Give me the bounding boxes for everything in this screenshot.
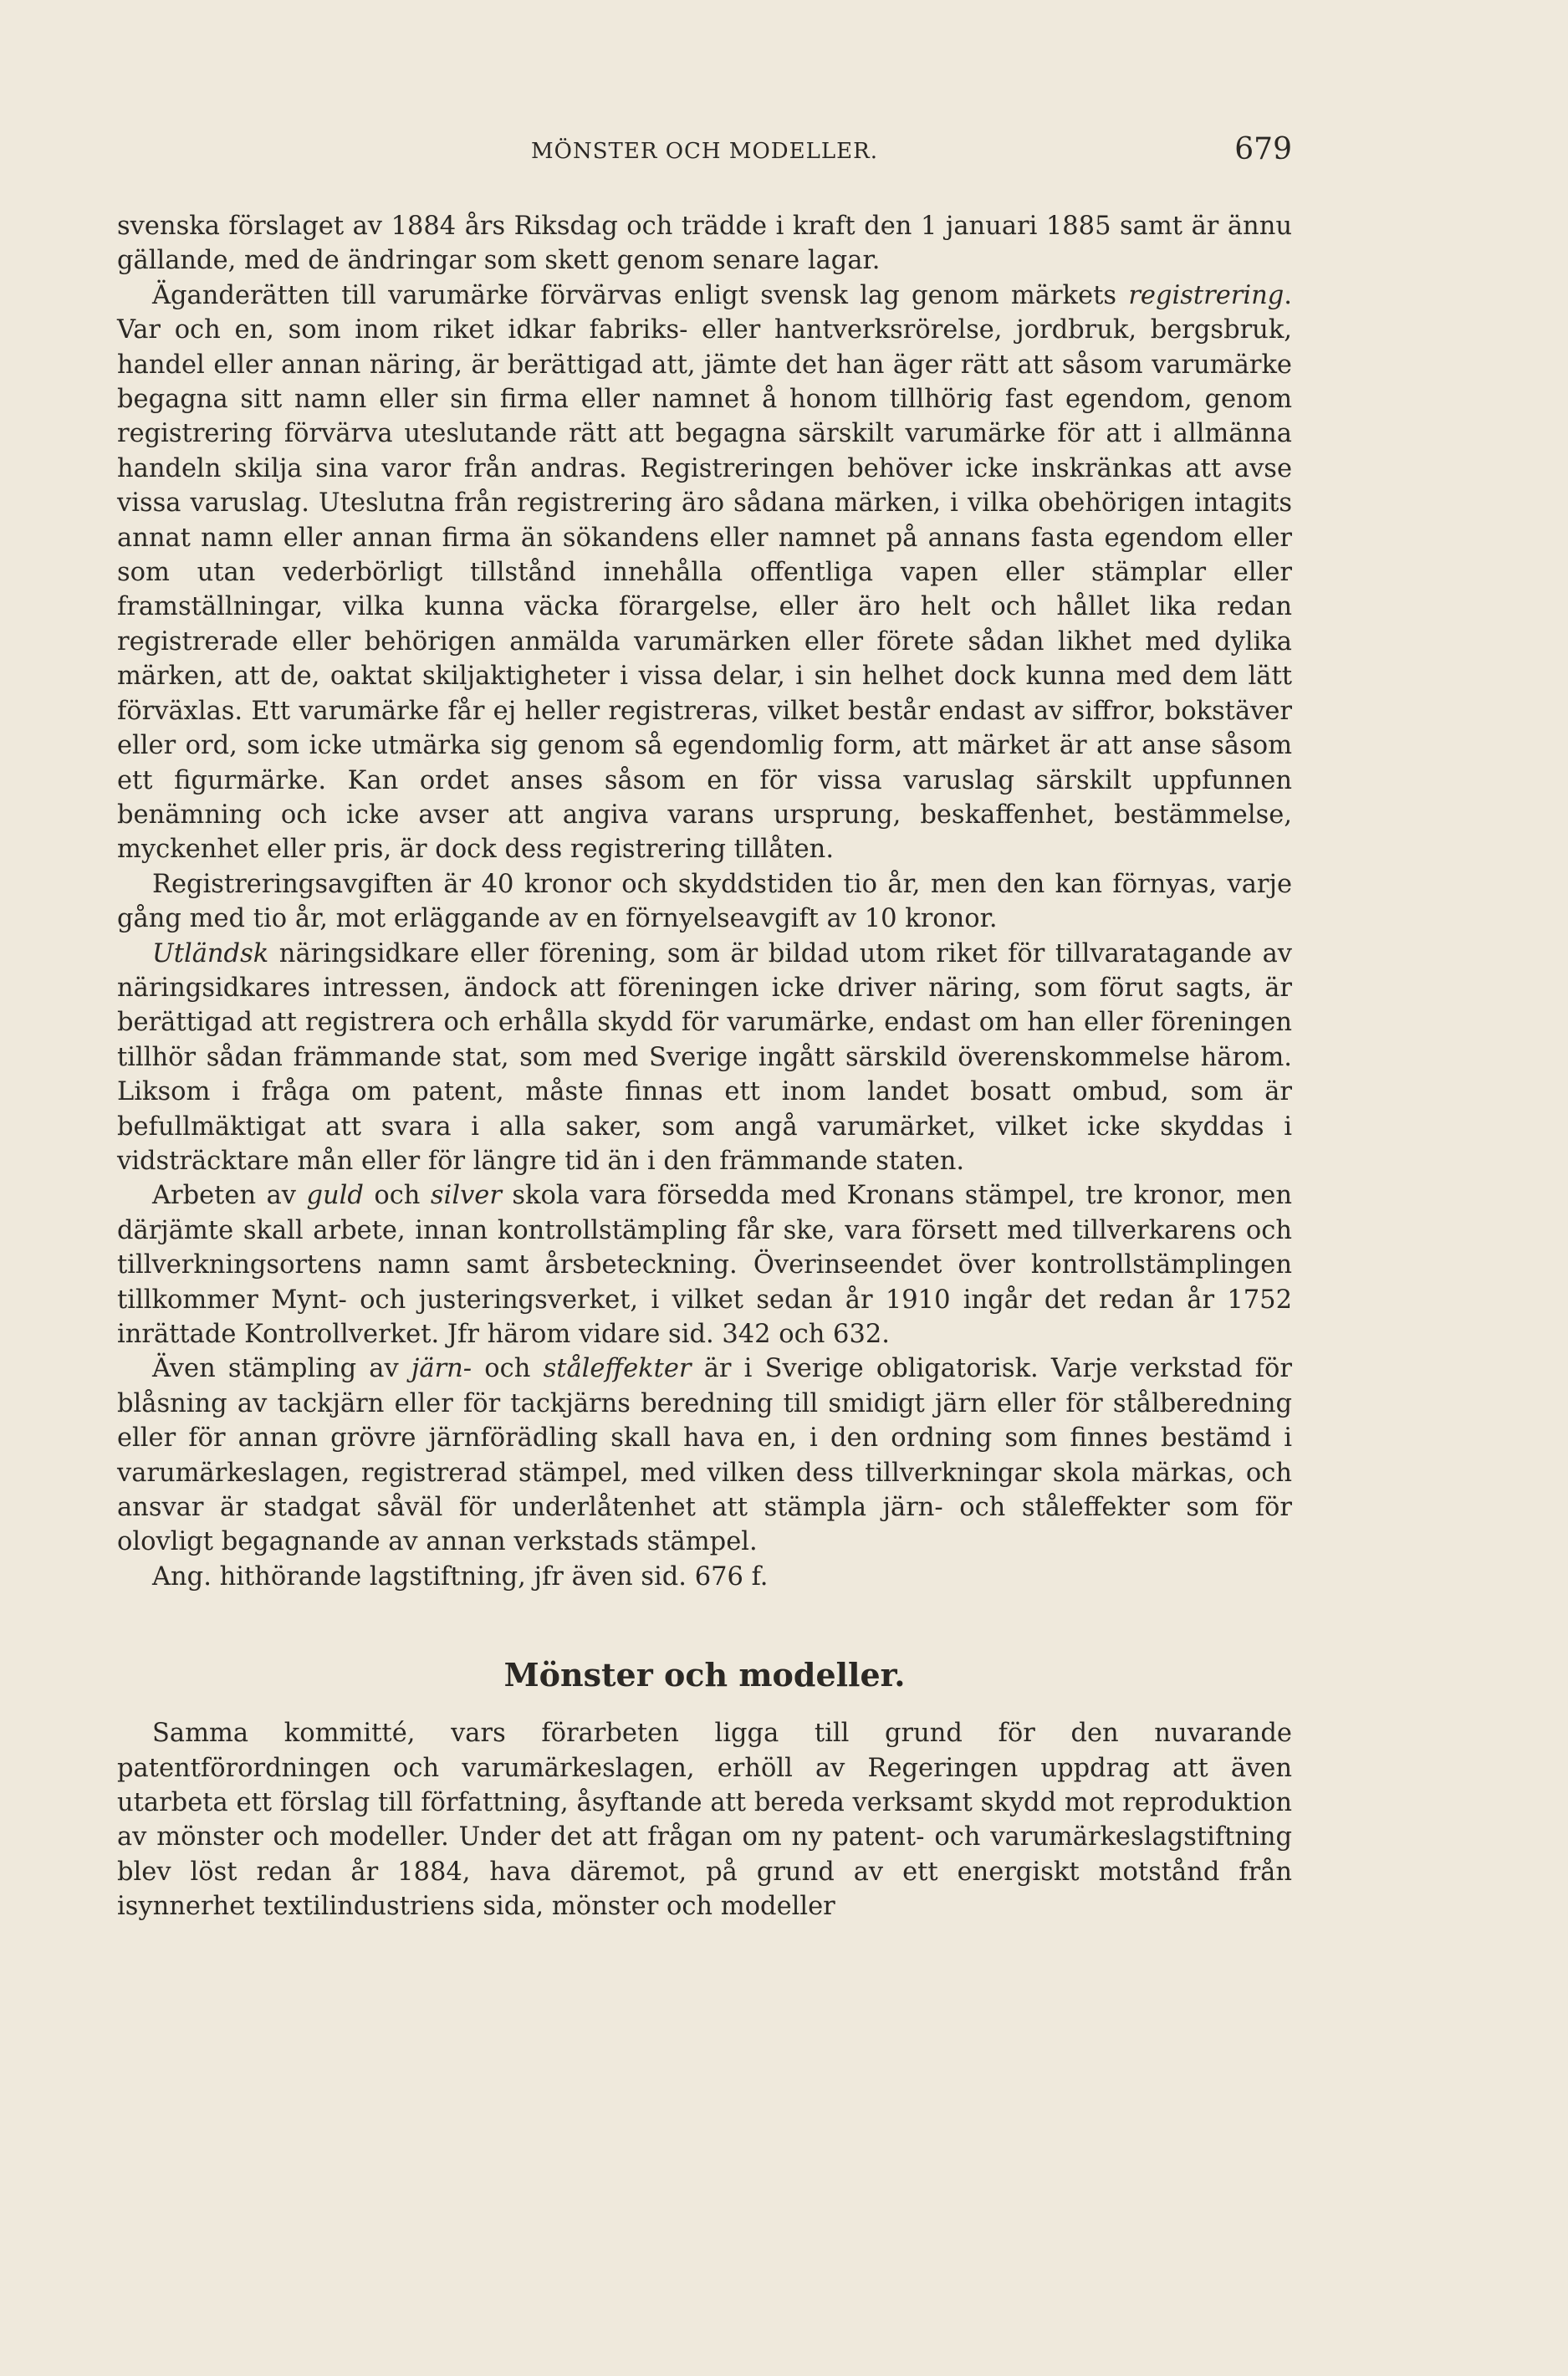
running-title: MÖNSTER OCH MODELLER. bbox=[531, 139, 878, 164]
running-header bbox=[117, 132, 1292, 179]
paragraph-5 bbox=[117, 1178, 1292, 1352]
paragraph-1 bbox=[117, 209, 1292, 278]
paragraph-5-text-b: och bbox=[363, 1181, 431, 1211]
paragraph-1-text: svenska förslaget av 1884 års Riksdag och trädde i kraft den 1 januari 1885 samt är ännu gällande, med de ändringar som skett genom senare lagar. bbox=[117, 212, 1292, 276]
paragraph-6-emphasis-steel: ståleffekter bbox=[543, 1354, 692, 1384]
paragraph-2-text-a: Äganderätten till varumärke förvärvas enligt svensk lag genom märkets bbox=[152, 280, 1129, 310]
paragraph-5-text-c: skola vara försedda med Kronans stämpel, tre kronor, men därjämte skall arbete, innan kontrollstämpling får ske, vara försett med tillverkarens och tillverkningsortens namn samt årsbeteckning. Överinseendet över kontrollstämplingen tillkommer Mynt- och justeringsverket, i vilket sedan år 1910 ingår det redan år 1752 inrättade Kontrollverket. Jfr härom vidare sid. 342 och 632. bbox=[117, 1181, 1293, 1349]
paragraph-2 bbox=[117, 278, 1292, 867]
paragraph-6-text-b: och bbox=[472, 1354, 544, 1384]
paragraph-6 bbox=[117, 1352, 1292, 1559]
paragraph-4 bbox=[117, 937, 1292, 1179]
paragraph-7-text: Ang. hithörande lagstiftning, jfr även sid. 676 f. bbox=[152, 1561, 769, 1592]
paragraph-6-text-c: är i Sverige obligatorisk. Varje verkstad för blåsning av tackjärn eller för tackjärns beredning till smidigt järn eller för stålberedning eller för annan grövre järnförädling skall hava en, i den ordning som finnes bestämd i varumärkeslagen, registrerad stämpel, med vilken dess tillverkningar skola märkas, och ansvar är stadgat såväl för underlåtenhet att stämpla järn- och ståleffekter som för olovligt begagnande av annan verkstads stämpel. bbox=[117, 1354, 1292, 1557]
paragraph-6-emphasis-iron: järn- bbox=[411, 1354, 472, 1384]
paragraph-5-text-a: Arbeten av bbox=[152, 1181, 307, 1211]
paragraph-2-text-b: . Var och en, som inom riket idkar fabriks- eller hantverksrörelse, jordbruk, bergsbruk, handel eller annan näring, är berättigad att, jämte det han äger rätt att såsom varumärke begagna sitt namn eller sin firma eller namnet å honom tillhörig fast egendom, genom registrering förvärva uteslutande rätt att begagna särskilt varumärke för att i allmänna handeln skilja sina varor från andras. Registreringen behöver icke inskränkas att avse vissa varuslag. Uteslutna från registrering äro sådana märken, i vilka obehörigen intagits annat namn eller annan firma än sökandens eller namnet på annans fasta egendom eller som utan vederbörligt tillstånd innehålla offentliga vapen eller stämplar eller framställningar, vilka kunna väcka förargelse, eller äro helt och hållet lika redan registrerade eller behörigen anmälda varumärken eller förete sådan likhet med dylika märken, att de, oaktat skiljaktigheter i vissa delar, i sin helhet dock kunna med dem lätt förväxlas. Ett varumärke får ej heller registreras, vilket består endast av siffror, bokstäver eller ord, som icke utmärka sig genom så egendomlig form, att märket är att anse såsom ett figurmärke. Kan ordet anses såsom en för vissa varuslag särskilt uppfunnen benämning och icke avser att angiva varans ursprung, beskaffenhet, bestämmelse, myckenhet eller pris, är dock dess registrering tillåten. bbox=[117, 280, 1292, 865]
text-column bbox=[117, 132, 1292, 1924]
paragraph-8 bbox=[117, 1716, 1292, 1924]
page-number: 679 bbox=[1234, 132, 1292, 166]
paragraph-5-emphasis-gold: guld bbox=[306, 1181, 364, 1211]
paragraph-7 bbox=[117, 1560, 1292, 1594]
section-heading: Mönster och modeller. bbox=[503, 1656, 906, 1694]
paragraph-4-emphasis: Utländsk bbox=[152, 938, 269, 968]
paragraph-3 bbox=[117, 867, 1292, 937]
paragraph-6-text-a: Även stämpling av bbox=[152, 1354, 411, 1384]
paragraph-5-emphasis-silver: silver bbox=[430, 1181, 502, 1211]
paragraph-4-text: näringsidkare eller förening, som är bildad utom riket för tillvaratagande av näringsidkares intressen, ändock att föreningen icke driver näring, som förut sagts, är berättigad att registrera och erhålla skydd för varumärke, endast om han eller föreningen tillhör sådan främmande stat, som med Sverige ingått särskild överenskommelse härom. Liksom i fråga om patent, måste finnas ett inom landet bosatt ombud, som är befullmäktigat att svara i alla saker, som angå varumärket, vilket icke skyddas i vidsträcktare mån eller för längre tid än i den främmande staten. bbox=[117, 938, 1292, 1176]
paragraph-2-emphasis: registrering bbox=[1128, 280, 1285, 310]
paragraph-8-text: Samma kommitté, vars förarbeten ligga till grund för den nuvarande patentförordningen och varumärkeslagen, erhöll av Regeringen uppdrag att även utarbeta ett förslag till författning, åsyftande att bereda verksamt skydd mot reproduktion av mönster och modeller. Under det att frågan om ny patent- och varumärkeslagstiftning blev löst redan år 1884, hava däremot, på grund av ett energiskt motstånd från isynnerhet textilindustriens sida, mönster och modeller bbox=[117, 1719, 1292, 1922]
paragraph-3-text: Registreringsavgiften är 40 kronor och skyddstiden tio år, men den kan förnyas, varje gång med tio år, mot erläggande av en förnyelseavgift av 10 kronor. bbox=[117, 869, 1292, 934]
